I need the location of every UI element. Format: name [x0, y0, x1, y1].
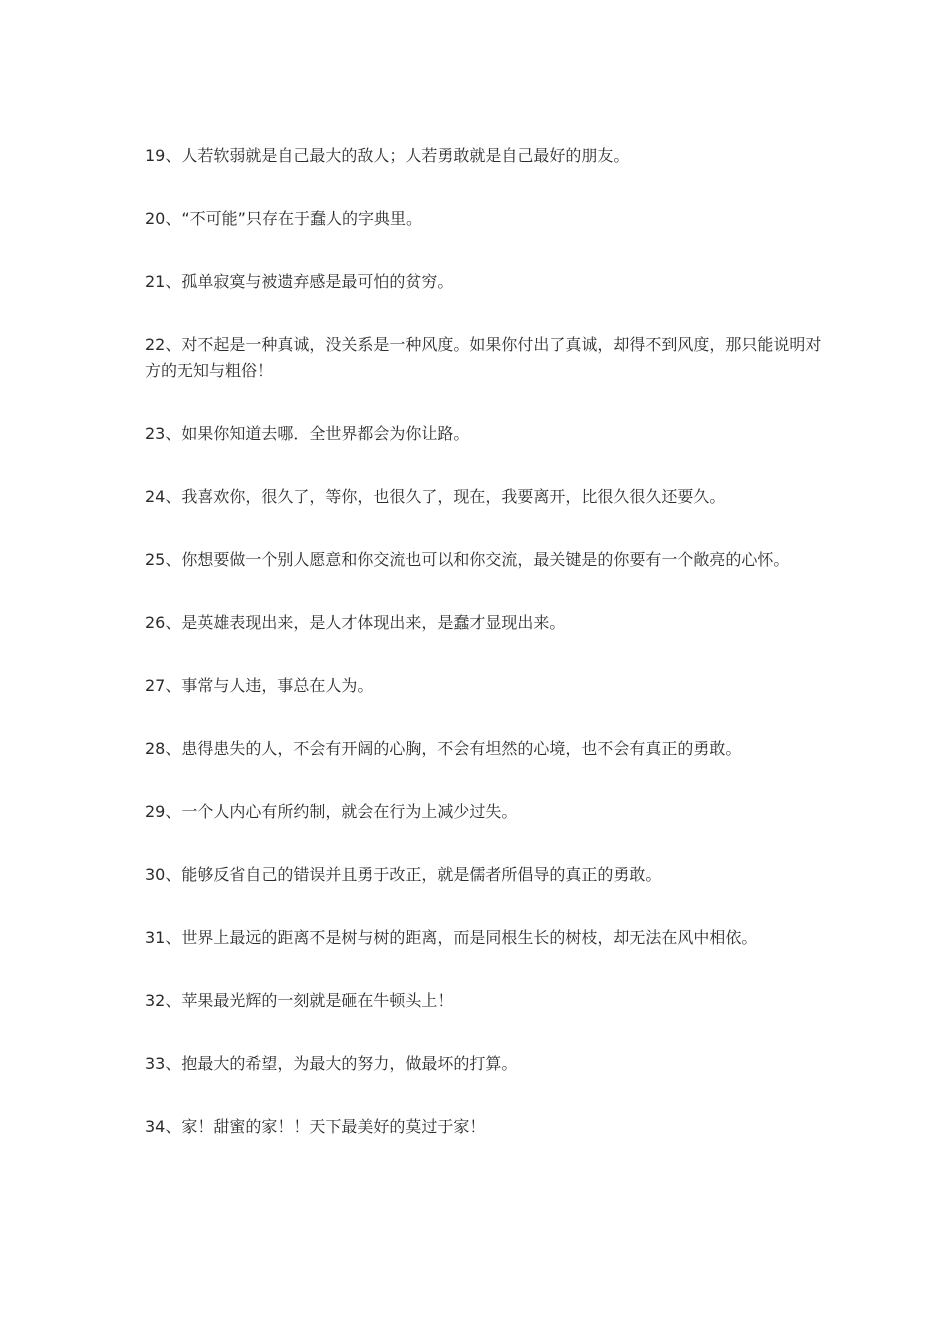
- quote-item: 27、事常与人违，事总在人为。: [145, 676, 374, 695]
- quote-item: 28、患得患失的人，不会有开阔的心胸，不会有坦然的心境，也不会有真正的勇敢。: [145, 739, 742, 758]
- quote-item: 29、一个人内心有所约制，就会在行为上减少过失。: [145, 802, 518, 821]
- quote-item: 22、对不起是一种真诚，没关系是一种风度。如果你付出了真诚，却得不到风度，那只能说明对方的无知与粗俗！: [145, 335, 822, 380]
- quote-item: 25、你想要做一个别人愿意和你交流也可以和你交流，最关键是的你要有一个敞亮的心怀。: [145, 550, 790, 569]
- quote-item: 21、孤单寂寞与被遗弃感是最可怕的贫穷。: [145, 272, 454, 291]
- quote-item: 19、人若软弱就是自己最大的敌人；人若勇敢就是自己最好的朋友。: [145, 146, 630, 165]
- quote-item: 34、家！甜蜜的家！！天下最美好的莫过于家！: [145, 1117, 486, 1136]
- quote-item: 23、如果你知道去哪．全世界都会为你让路。: [145, 424, 470, 443]
- quote-item: 20、“不可能”只存在于蠢人的字典里。: [145, 209, 422, 228]
- quote-item: 31、世界上最远的距离不是树与树的距离，而是同根生长的树枝，却无法在风中相依。: [145, 928, 758, 947]
- quote-item: 26、是英雄表现出来，是人才体现出来，是蠢才显现出来。: [145, 613, 566, 632]
- quote-item: 24、我喜欢你，很久了，等你，也很久了，现在，我要离开，比很久很久还要久。: [145, 487, 726, 506]
- quote-item: 32、苹果最光辉的一刻就是砸在牛顿头上！: [145, 991, 454, 1010]
- quote-item: 30、能够反省自己的错误并且勇于改正，就是儒者所倡导的真正的勇敢。: [145, 865, 662, 884]
- quote-item: 33、抱最大的希望，为最大的努力，做最坏的打算。: [145, 1054, 518, 1073]
- quote-list: [145, 143, 825, 1177]
